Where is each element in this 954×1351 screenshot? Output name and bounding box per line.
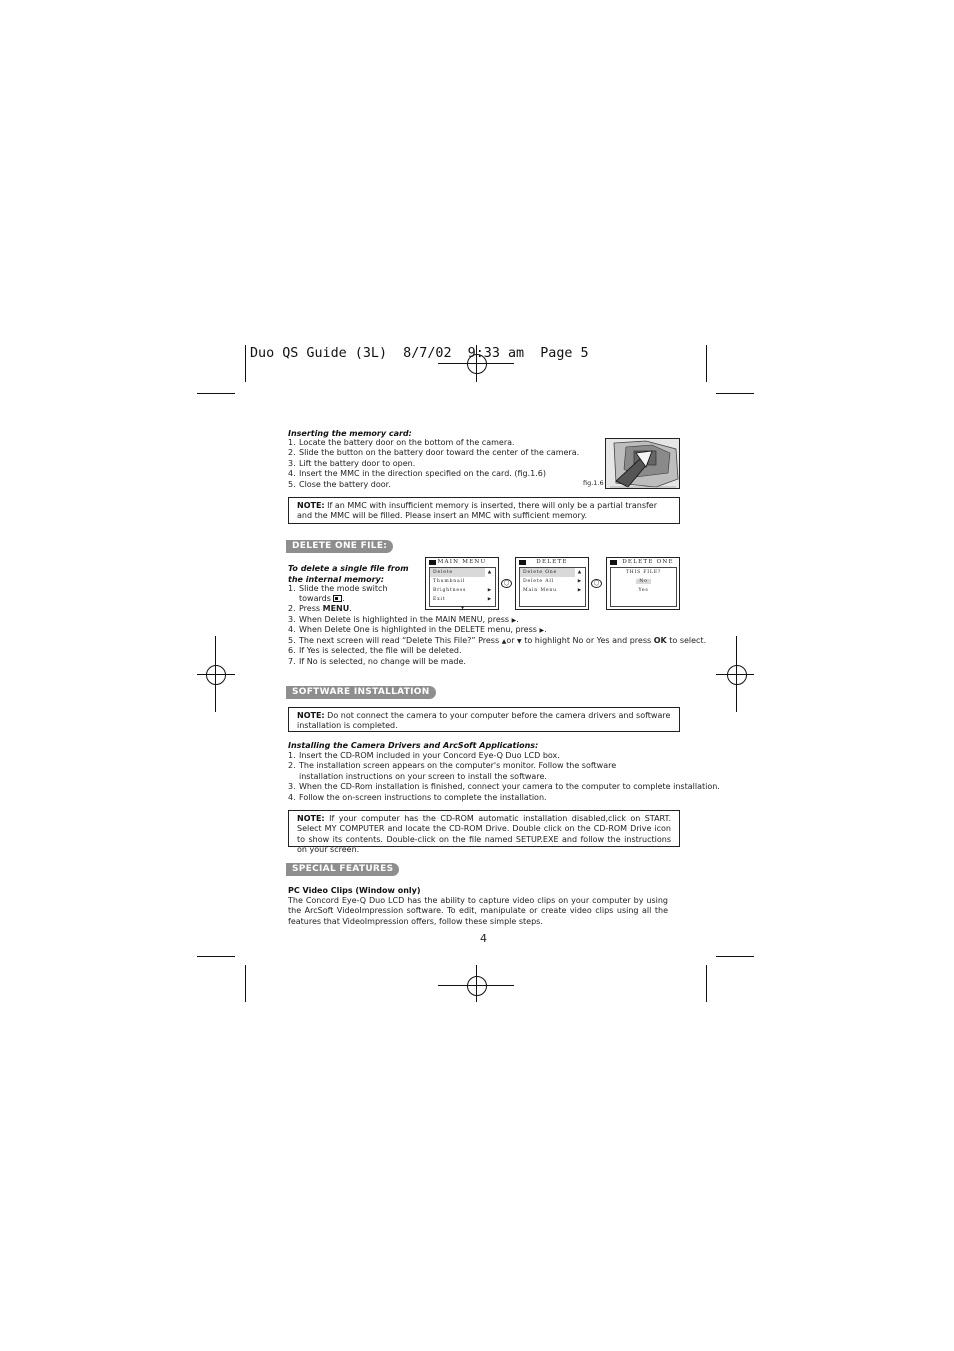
camera-icon — [429, 560, 436, 565]
down-arrow-icon: ▼ — [461, 605, 465, 610]
crop-mark — [245, 965, 246, 1002]
memory-card-steps — [288, 438, 588, 490]
delete-step-4: 4. When Delete One is highlighted in the DELETE menu, press ▶. — [288, 625, 547, 634]
page-slug: Duo QS Guide (3L) 8/7/02 9:33 am Page 5 — [250, 346, 589, 361]
section-heading-delete: DELETE ONE FILE: — [286, 540, 393, 553]
right-arrow-icon: ▶ — [487, 597, 492, 602]
right-arrow-icon: ▶ — [577, 579, 582, 584]
note-box: NOTE: Do not connect the camera to your computer before the camera drivers and software installation is completed. — [288, 707, 680, 732]
list-item: 5. Close the battery door. — [288, 479, 391, 489]
lcd-menu-item: Brightness ▶ — [433, 588, 492, 593]
lcd-menu-item: Delete One ▲ — [520, 568, 575, 577]
list-item: 1. Locate the battery door on the bottom of the camera. — [288, 438, 515, 447]
jog-button-icon: ◯ — [501, 579, 512, 588]
special-body: The Concord Eye-Q Duo LCD has the ability to capture video clips on your computer by using the ArcSoft VideoImpression software. To edit, manipulate or create video clips using all the features that VideoImpression offers, follow these simple steps. — [288, 896, 668, 926]
delete-step-3: 3. When Delete is highlighted in the MAIN MENU, press ▶. — [288, 614, 519, 624]
up-arrow-icon: ▲ — [577, 570, 582, 575]
software-subtitle: Installing the Camera Drivers and ArcSoft Applications: — [288, 741, 539, 750]
crop-mark — [706, 965, 707, 1002]
registration-mark — [206, 665, 226, 685]
special-subtitle: PC Video Clips (Window only) — [288, 886, 421, 895]
jog-button-icon: ◯ — [591, 579, 602, 588]
lcd-delete-one — [606, 557, 680, 610]
delete-intro: To delete a single file from the internal memory: — [288, 564, 409, 584]
camera-icon — [610, 560, 617, 565]
lcd-menu-item: Thumbnail — [433, 579, 466, 584]
lcd-option: Yes — [638, 588, 649, 593]
crop-mark — [197, 956, 235, 957]
registration-mark — [736, 636, 737, 712]
registration-mark — [197, 674, 235, 675]
right-arrow-icon: ▶ — [511, 616, 517, 624]
camera-icon — [519, 560, 526, 565]
lcd-question: THIS FILE? — [625, 570, 662, 575]
registration-mark — [716, 674, 754, 675]
mmc-insert-illustration — [605, 438, 680, 489]
crop-mark — [197, 393, 235, 394]
lcd-title: DELETE — [516, 558, 588, 566]
note-box: NOTE: If an MMC with insufficient memory is inserted, there will only be a partial transfer and the MMC will be filled. Please insert an MMC with sufficient memory. — [288, 497, 680, 524]
up-arrow-icon: ▲ — [487, 570, 492, 575]
registration-mark — [467, 976, 487, 996]
registration-mark — [727, 665, 747, 685]
registration-mark — [215, 636, 216, 712]
lcd-option: No — [611, 577, 676, 586]
section-heading-software: SOFTWARE INSTALLATION — [286, 686, 436, 699]
page-number: 4 — [480, 932, 487, 945]
delete-step-2: 2. Press MENU. — [288, 604, 352, 613]
crop-mark — [716, 956, 754, 957]
list-item: 3. When the CD-Rom installation is finished, connect your camera to the computer to complete installation. — [288, 782, 720, 792]
lcd-title: MAIN MENU — [426, 558, 498, 566]
crop-mark — [706, 345, 707, 382]
software-steps — [288, 751, 720, 803]
lcd-delete-menu — [515, 557, 589, 610]
right-arrow-icon: ▶ — [577, 588, 582, 593]
list-item: 4. Follow the on-screen instructions to complete the installation. — [288, 792, 547, 802]
list-item: 4. Insert the MMC in the direction specified on the card. (fig.1.6) — [288, 469, 546, 479]
note-box: NOTE: If your computer has the CD-ROM automatic installation disabled,click on START. Select MY COMPUTER and locate the CD-ROM Drive. Double click on the CD-ROM Drive icon to show its contents. Double-click on the file named SETUP.EXE and follow the instructions on your screen. — [288, 810, 680, 847]
crop-mark — [245, 345, 246, 382]
list-item: 2. Slide the button on the battery door toward the center of the camera. — [288, 448, 580, 458]
delete-step-1: 1. Slide the mode switch towards . — [288, 584, 388, 604]
crop-mark — [716, 393, 754, 394]
delete-step-5: 5. The next screen will read “Delete This File?” Press ▲or ▼ to highlight No or Yes and press OK to select. — [288, 635, 707, 645]
lcd-main-menu — [425, 557, 499, 610]
list-item: 1. Insert the CD-ROM included in your Concord Eye-Q Duo LCD box. — [288, 751, 560, 760]
list-item: 2. The installation screen appears on the computer's monitor. Follow the software installation instructions on your screen to install the software. — [288, 761, 617, 781]
lcd-menu-item: Exit ▶ — [433, 597, 492, 602]
delete-step-7: 7. If No is selected, no change will be made. — [288, 656, 466, 666]
memory-card-title: Inserting the memory card: — [288, 429, 412, 438]
figure-caption: fig.1.6 — [583, 479, 604, 487]
up-arrow-icon: ▲ — [501, 637, 507, 645]
lcd-title: DELETE ONE — [607, 558, 679, 566]
down-arrow-icon: ▼ — [517, 637, 522, 645]
registration-mark — [476, 965, 477, 1002]
lcd-menu-item: Main Menu ▶ — [523, 588, 582, 593]
section-heading-special: SPECIAL FEATURES — [286, 863, 399, 876]
camera-mode-icon — [333, 595, 342, 602]
lcd-menu-item: Delete ▲ — [430, 568, 485, 577]
right-arrow-icon: ▶ — [487, 588, 492, 593]
right-arrow-icon: ▶ — [539, 627, 545, 634]
list-item: 3. Lift the battery door to open. — [288, 458, 416, 468]
lcd-menu-item: Delete All ▶ — [523, 579, 582, 584]
delete-step-6: 6. If Yes is selected, the file will be deleted. — [288, 646, 462, 655]
